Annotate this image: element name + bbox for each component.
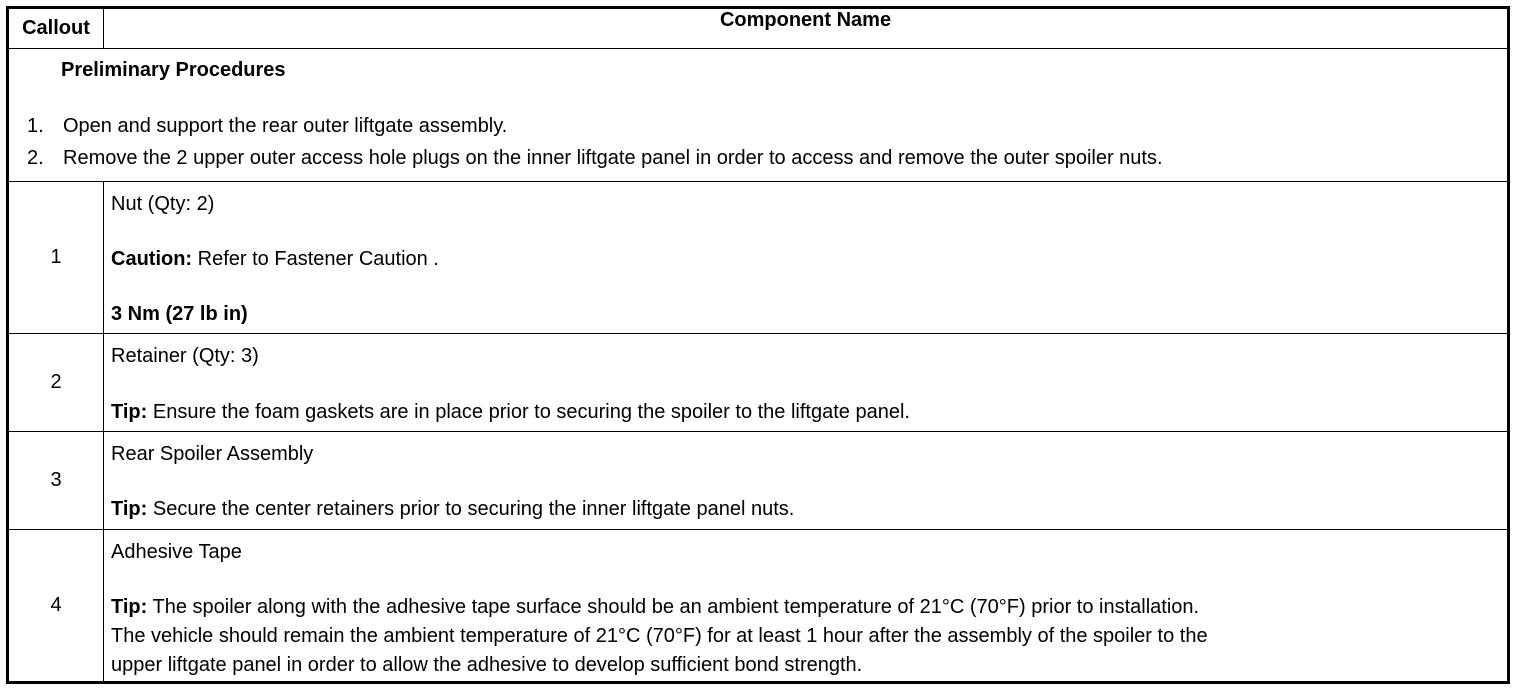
tip-label: Tip: [111, 401, 148, 423]
caution-note [111, 248, 439, 271]
preliminary-step [27, 115, 507, 138]
tip-note [111, 498, 794, 521]
callout-cell [9, 530, 104, 681]
table-row [9, 529, 1507, 681]
component-name: Retainer (Qty: 3) [111, 345, 259, 367]
callout-number: 1 [50, 246, 62, 268]
component-name: Rear Spoiler Assembly [111, 443, 314, 465]
preliminary-step [27, 147, 1163, 170]
tip-note [111, 401, 910, 424]
callout-header-cell [9, 9, 104, 48]
callout-number: 2 [50, 371, 62, 393]
callout-cell [9, 334, 104, 431]
caution-label: Caution: [111, 248, 193, 270]
callout-cell [9, 432, 104, 529]
step-text: Remove the 2 upper outer access hole plugs on the inner liftgate panel in order to access and remove the outer spoiler nuts. [63, 147, 1163, 169]
tip-text: The spoiler along with the adhesive tape surface should be an ambient temperature of 21°C (70°F) prior to installation. [147, 596, 1200, 618]
table-row [9, 181, 1507, 333]
tip-text: Ensure the foam gaskets are in place prior to securing the spoiler to the liftgate panel. [147, 401, 910, 423]
torque-spec: 3 Nm (27 lb in) [111, 303, 248, 325]
tip-label: Tip: [111, 498, 148, 520]
preliminary-procedures-row [9, 48, 1507, 181]
step-text: Open and support the rear outer liftgate assembly. [63, 115, 508, 137]
tip-note [111, 596, 1199, 619]
tip-label: Tip: [111, 596, 148, 618]
table-row [9, 431, 1507, 529]
caution-text: Refer to Fastener Caution . [192, 248, 439, 270]
component-name: Adhesive Tape [111, 541, 242, 563]
preliminary-title: Preliminary Procedures [61, 59, 286, 81]
step-number: 1. [27, 115, 44, 137]
tip-text-line2: The vehicle should remain the ambient temperature of 21°C (70°F) for at least 1 hour after the assembly of the spoiler to the [111, 625, 1208, 647]
callout-number: 4 [50, 594, 62, 616]
step-number: 2. [27, 147, 44, 169]
component-name: Nut (Qty: 2) [111, 193, 215, 215]
callout-number: 3 [50, 469, 62, 491]
tip-text-line3: upper liftgate panel in order to allow the adhesive to develop sufficient bond strength. [111, 654, 863, 676]
tip-text: Secure the center retainers prior to securing the inner liftgate panel nuts. [147, 498, 795, 520]
table-row [9, 333, 1507, 431]
callout-header: Callout [22, 17, 90, 39]
table-header-row [9, 9, 1507, 48]
component-name-header-cell [104, 9, 1507, 32]
procedure-table [6, 6, 1510, 684]
component-name-header: Component Name [719, 9, 892, 31]
callout-cell [9, 182, 104, 333]
